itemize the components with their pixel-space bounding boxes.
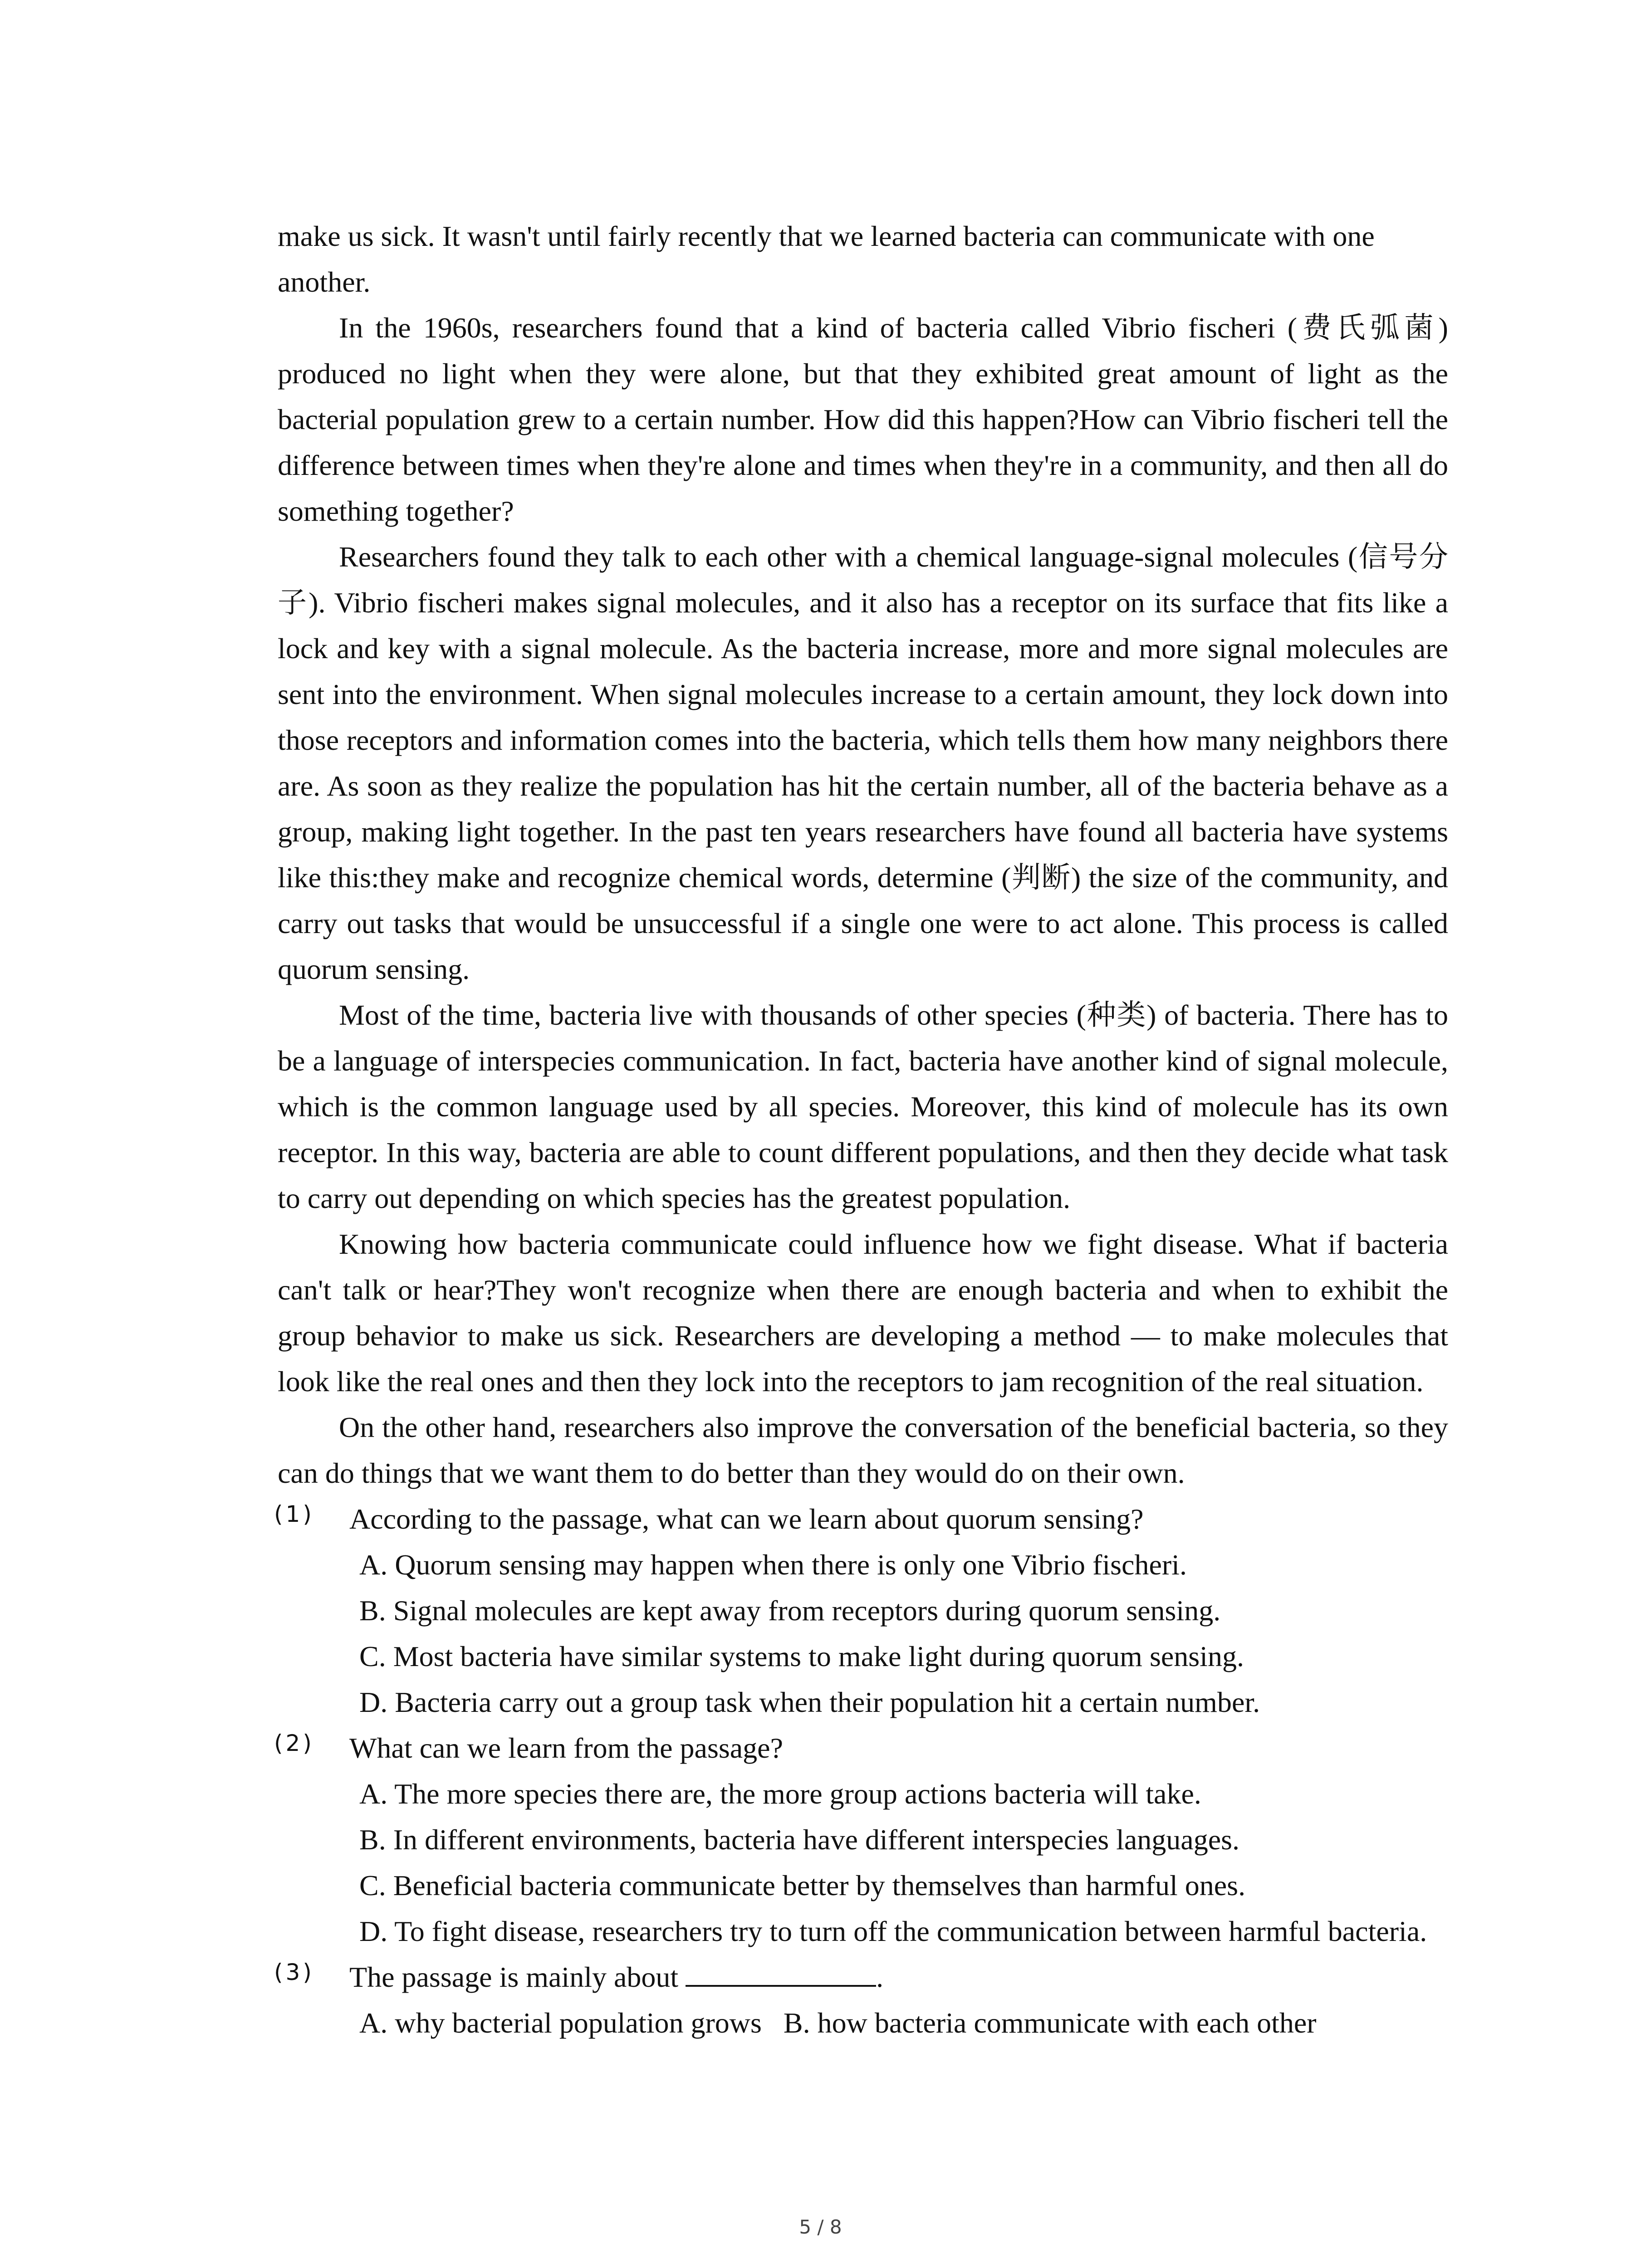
page-number-footer: 5 / 8 [799, 2216, 842, 2238]
answer-option-c: C. Beneficial bacteria communicate better by themselves than harmful ones. [359, 1869, 1246, 1901]
answer-option-d: D. Bacteria carry out a group task when their population hit a certain number. [359, 1686, 1260, 1718]
answer-options [359, 1542, 1448, 1725]
passage-paragraph: In the 1960s, researchers found that a kind of bacteria called Vibrio fischeri (费氏弧菌) produced no light when they were alone, but that they exhibited great amount of light as the bacterial population grew to a certain number. How did this happen?How can Vibrio fischeri tell the difference between times when they're alone and times when they're in a community, and then all do something together? [278, 312, 1448, 527]
question-number: (2) [274, 1730, 314, 1756]
answer-option-b: B. In different environments, bacteria have different interspecies languages. [359, 1823, 1239, 1856]
question-number: (3) [274, 1959, 314, 1985]
answer-blank [686, 1957, 876, 1987]
passage-paragraph: Most of the time, bacteria live with thousands of other species (种类) of bacteria. There has to be a language of interspecies communication. In fact, bacteria have another kind of signal molecule, which is the common language used by all species. Moreover, this kind of molecule has its own receptor. In this way, bacteria are able to count different populations, and then they decide what task to carry out depending on which species has the greatest population. [278, 999, 1448, 1214]
passage-lead-text: make us sick. It wasn't until fairly recently that we learned bacteria can communicate with one another. [278, 220, 1375, 298]
answer-options-inline: A. why bacterial population grows B. how bacteria communicate with each other [359, 2007, 1317, 2039]
answer-option-a: A. Quorum sensing may happen when there is only one Vibrio fischeri. [359, 1549, 1187, 1581]
answer-options [359, 1771, 1448, 1954]
question-stem-line [349, 1954, 1448, 2000]
question-3 [274, 1954, 1448, 2046]
answer-option-c: C. Most bacteria have similar systems to make light during quorum sensing. [359, 1640, 1244, 1672]
question-number: (1) [274, 1501, 314, 1527]
question-stem: The passage is mainly about [349, 1961, 679, 1993]
question-1 [274, 1496, 1448, 1725]
question-2 [274, 1725, 1448, 1954]
answer-options [359, 2000, 1448, 2046]
answer-option-a: A. The more species there are, the more group actions bacteria will take. [359, 1778, 1201, 1810]
passage-paragraph: Knowing how bacteria communicate could influence how we fight disease. What if bacteria can't talk or hear?They won't recognize when there are enough bacteria and when to exhibit the group behavior to make us sick. Researchers are developing a method — to make molecules that look like the real ones and then they lock into the receptors to jam recognition of the real situation. [278, 1228, 1448, 1398]
passage-paragraph: Researchers found they talk to each other with a chemical language-signal molecules (信号分子). Vibrio fischeri makes signal molecules, and it also has a receptor on its surface that fits like a lock and key with a signal molecule. As the bacteria increase, more and more signal molecules are sent into the environment. When signal molecules increase to a certain amount, they lock down into those receptors and information comes into the bacteria, which tells them how many neighbors there are. As soon as they realize the population has hit the certain number, all of the bacteria behave as a group, making light together. In the past ten years researchers have found all bacteria have systems like this:they make and recognize chemical words, determine (判断) the size of the community, and carry out tasks that would be unsuccessful if a single one were to act alone. This process is called quorum sensing. [278, 541, 1448, 985]
passage-paragraph: On the other hand, researchers also improve the conversation of the beneficial bacteria, so they can do things that we want them to do better than they would do on their own. [278, 1411, 1448, 1489]
question-stem-period: . [876, 1961, 884, 1993]
question-stem: According to the passage, what can we learn about quorum sensing? [349, 1503, 1144, 1535]
answer-option-d: D. To fight disease, researchers try to turn off the communication between harmful bacteria. [359, 1915, 1427, 1947]
page-content [274, 213, 1448, 2046]
answer-option-b: B. Signal molecules are kept away from receptors during quorum sensing. [359, 1594, 1221, 1627]
question-stem: What can we learn from the passage? [349, 1732, 783, 1764]
